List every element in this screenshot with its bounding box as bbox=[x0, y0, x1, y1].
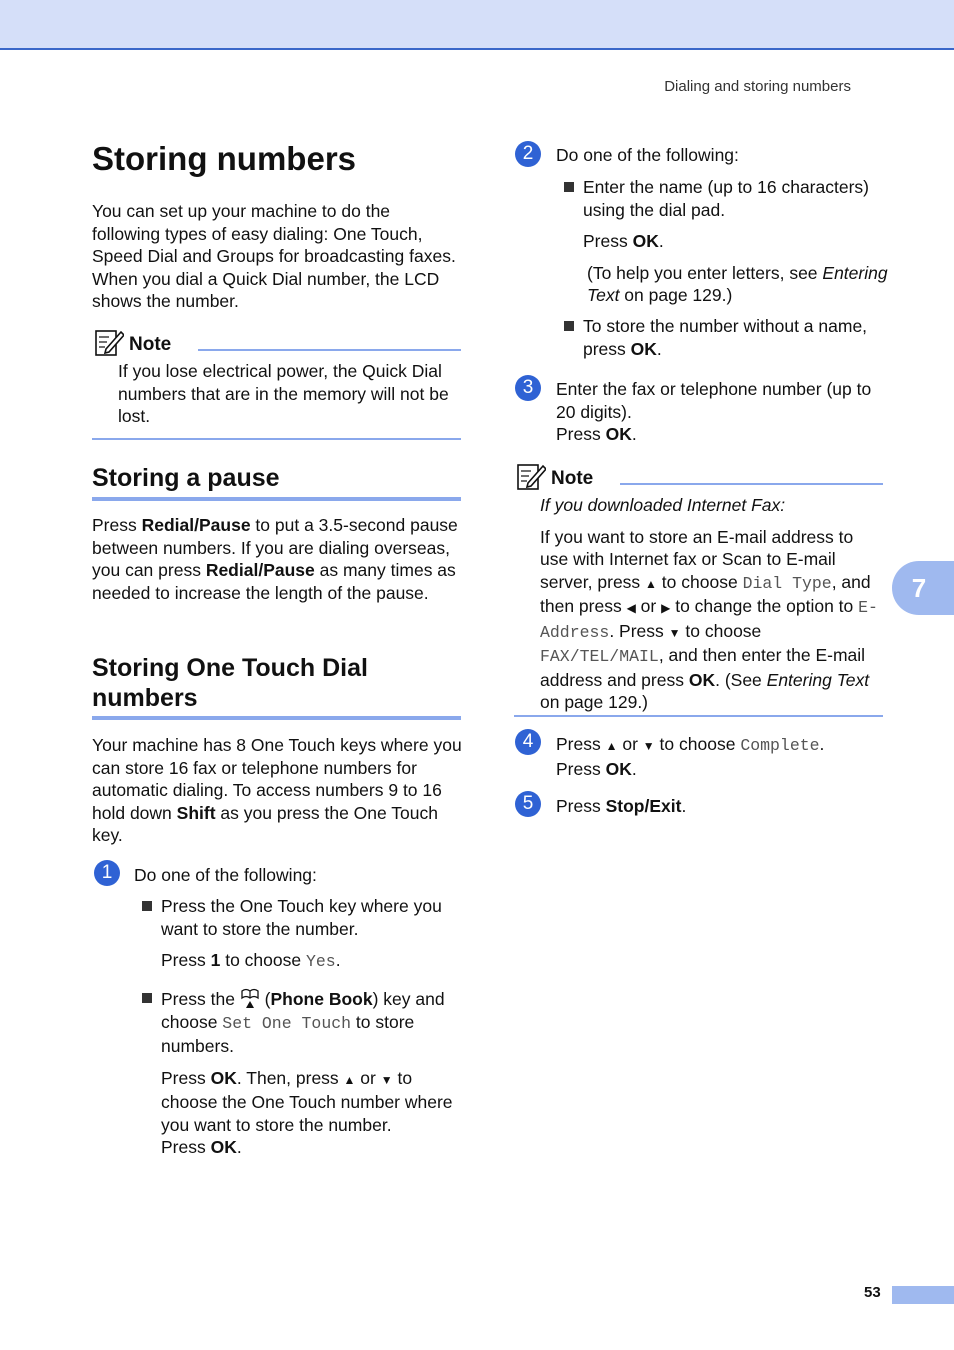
key-label: OK bbox=[688, 669, 716, 690]
key-label: OK bbox=[605, 758, 632, 779]
text: Your machine has 8 One Touch keys where you can store 16 fax or telephone numbers for automatic dialing. To access numbers 9 to 16 hold down bbox=[92, 735, 462, 823]
left-arrow-icon: ◀ bbox=[626, 601, 636, 615]
text: . bbox=[658, 231, 664, 251]
text: . bbox=[335, 950, 341, 970]
text: If you want to store an E-mail address to use with Internet fax or Scan to E-mail server, press bbox=[540, 526, 854, 592]
heading-line: numbers bbox=[92, 684, 198, 712]
text: To store the number without a name, press bbox=[583, 316, 868, 359]
section-heading-onetouch bbox=[92, 653, 368, 713]
text: Press bbox=[556, 734, 606, 754]
key-label: Stop/Exit bbox=[605, 796, 682, 816]
note-end-rule bbox=[514, 715, 883, 717]
step2-bullet-b bbox=[583, 315, 888, 360]
text: on page 129.) bbox=[619, 285, 733, 305]
text: or bbox=[617, 734, 643, 754]
up-arrow-icon: ▲ bbox=[645, 576, 657, 591]
heading-rule bbox=[92, 497, 461, 501]
chapter-tab-number: 7 bbox=[911, 573, 927, 603]
note-label: Note bbox=[551, 468, 594, 489]
lcd-option: E-Address bbox=[540, 598, 878, 642]
text: , and then enter the E-mail address and press bbox=[540, 645, 866, 690]
text: Press bbox=[161, 1137, 211, 1157]
intro-paragraph bbox=[92, 200, 462, 313]
text: as you press the One Touch key. bbox=[92, 802, 438, 845]
text: to choose bbox=[220, 950, 306, 970]
step-number-4: 4 bbox=[515, 729, 541, 755]
text: to choose bbox=[656, 571, 743, 592]
bullet-square bbox=[142, 901, 152, 911]
text: Enter the fax or telephone number (up to 20 digits). bbox=[556, 379, 872, 422]
intro-text: You can set up your machine to do the following types of easy dialing: One Touch, Speed Dial and Groups for broadcasting faxes. When you dial a Quick Dial number, the LCD shows the number. bbox=[92, 201, 456, 311]
step-number-5: 5 bbox=[515, 791, 541, 817]
step5-text bbox=[556, 795, 886, 818]
text: Press bbox=[556, 796, 606, 816]
section-heading-pause: Storing a pause bbox=[92, 464, 280, 492]
down-arrow-icon: ▼ bbox=[642, 739, 655, 753]
key-label: 1 bbox=[210, 950, 221, 970]
key-label: Redial/Pause bbox=[141, 515, 251, 535]
key-label: Redial/Pause bbox=[205, 560, 315, 580]
pause-paragraph bbox=[92, 514, 462, 604]
lcd-option: FAX/TEL/MAIL bbox=[540, 647, 659, 666]
note-body: If you lose electrical power, the Quick Dial numbers that are in the memory will not be lost. bbox=[118, 361, 449, 426]
text: . bbox=[236, 1137, 242, 1157]
down-arrow-icon: ▼ bbox=[380, 1072, 393, 1087]
step4-text bbox=[556, 733, 886, 780]
note-rule bbox=[198, 349, 461, 351]
step3-text bbox=[556, 378, 886, 446]
text: Press the bbox=[161, 989, 240, 1009]
key-label: Shift bbox=[176, 802, 216, 823]
text: Press bbox=[583, 231, 633, 251]
bullet-square bbox=[564, 182, 574, 192]
text: (To help you enter letters, see bbox=[587, 262, 823, 283]
text: Press bbox=[556, 758, 606, 779]
note-pencil-icon bbox=[94, 327, 124, 357]
note-rule bbox=[620, 483, 883, 485]
text: to choose bbox=[680, 620, 762, 641]
up-arrow-icon: ▲ bbox=[343, 1072, 356, 1087]
text: as many times as needed to increase the length of the pause. bbox=[92, 560, 456, 603]
text: . Press bbox=[609, 620, 669, 641]
bullet-square bbox=[142, 993, 152, 1003]
note-condition: If you downloaded Internet Fax: bbox=[540, 495, 786, 515]
text: Press the One Touch key where you want to store the number. bbox=[161, 896, 442, 939]
text: . bbox=[656, 338, 662, 359]
note-label: Note bbox=[129, 334, 172, 355]
right-arrow-icon: ▶ bbox=[661, 601, 671, 615]
key-label: OK bbox=[632, 231, 659, 251]
text: on page 129.) bbox=[540, 692, 649, 712]
step-number-1: 1 bbox=[94, 860, 120, 886]
note-text bbox=[118, 360, 462, 428]
text: Press bbox=[161, 1067, 211, 1088]
step2-text: Do one of the following: bbox=[556, 145, 739, 165]
chapter-tab bbox=[892, 561, 954, 615]
note2-text bbox=[540, 494, 885, 714]
note-pencil-icon bbox=[516, 461, 546, 491]
cross-reference: Entering Text bbox=[587, 262, 888, 305]
phone-book-icon bbox=[240, 987, 260, 1009]
page-title: Storing numbers bbox=[92, 140, 357, 177]
text: to store numbers. bbox=[161, 1011, 415, 1056]
text: . bbox=[681, 796, 687, 816]
text: Press bbox=[556, 424, 606, 444]
text: or bbox=[355, 1067, 381, 1088]
text: Press bbox=[161, 950, 211, 970]
lcd-option: Yes bbox=[305, 952, 336, 971]
text: Press bbox=[92, 515, 142, 535]
text: or bbox=[635, 596, 662, 616]
bullet-square bbox=[564, 321, 574, 331]
page-number: 53 bbox=[864, 1284, 881, 1301]
key-label: OK bbox=[630, 338, 657, 359]
up-arrow-icon: ▲ bbox=[605, 739, 618, 753]
lcd-option: Set One Touch bbox=[222, 1013, 352, 1033]
note-end-rule bbox=[92, 438, 461, 440]
cross-reference: Entering Text bbox=[766, 669, 870, 690]
lcd-option: Complete bbox=[740, 736, 820, 755]
header-band bbox=[0, 0, 954, 50]
text: , and then press bbox=[540, 571, 871, 616]
text: . bbox=[631, 758, 637, 779]
text: to choose the One Touch number where you want to store the number. bbox=[161, 1067, 453, 1135]
text: ( bbox=[259, 989, 271, 1009]
lcd-option: Dial Type bbox=[742, 573, 832, 593]
step-number-3: 3 bbox=[515, 375, 541, 401]
step-number-2: 2 bbox=[515, 141, 541, 167]
text: to change the option to bbox=[670, 596, 859, 616]
step2-bullet-a bbox=[583, 176, 888, 307]
heading-line: Storing One Touch Dial bbox=[92, 654, 368, 682]
key-label: OK bbox=[210, 1137, 237, 1157]
onetouch-paragraph bbox=[92, 734, 462, 847]
step1-bullet-a bbox=[161, 895, 461, 974]
heading-rule bbox=[92, 716, 461, 720]
text: ) key and choose bbox=[161, 989, 445, 1032]
text: . (See bbox=[715, 669, 767, 690]
key-label: Phone Book bbox=[270, 989, 373, 1009]
text: to choose bbox=[654, 734, 741, 754]
text: . bbox=[819, 734, 825, 754]
page-number-bar bbox=[892, 1286, 954, 1304]
key-label: OK bbox=[605, 424, 632, 444]
down-arrow-icon: ▼ bbox=[668, 625, 681, 640]
text: . Then, press bbox=[236, 1067, 344, 1088]
key-label: OK bbox=[210, 1067, 237, 1088]
step1-text: Do one of the following: bbox=[134, 865, 317, 885]
text: Enter the name (up to 16 characters) using the dial pad. bbox=[583, 177, 869, 220]
step1-bullet-b bbox=[161, 987, 461, 1159]
text: to put a 3.5-second pause between numbers. If you are dialing overseas, you can press bbox=[92, 515, 458, 580]
running-title: Dialing and storing numbers bbox=[664, 78, 851, 95]
text: . bbox=[631, 424, 637, 444]
